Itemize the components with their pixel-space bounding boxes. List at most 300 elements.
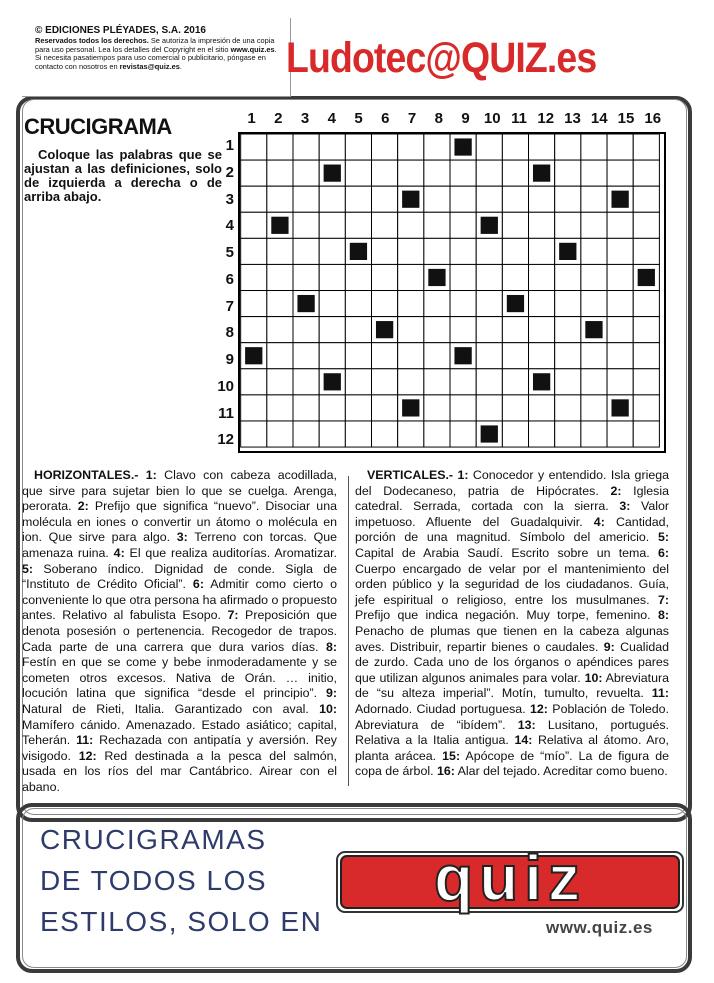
grid-cell[interactable]: [450, 291, 476, 317]
grid-cell[interactable]: [241, 421, 267, 447]
grid-cell[interactable]: [633, 395, 659, 421]
grid-cell[interactable]: [476, 343, 502, 369]
grid-cell[interactable]: [450, 186, 476, 212]
horizontal-clue-text: El que realiza auditorías. Aromatizar.: [124, 545, 337, 560]
horizontal-clue-number: 12:: [78, 748, 97, 763]
grid-cell[interactable]: [555, 212, 581, 238]
grid-cell[interactable]: [633, 134, 659, 160]
vertical-clue-number: 9:: [603, 639, 615, 654]
horizontal-clue-number: 10:: [319, 701, 337, 716]
black-square: [507, 295, 524, 312]
column-number: 2: [274, 110, 283, 127]
grid-cell[interactable]: [529, 134, 555, 160]
grid-cell[interactable]: [345, 212, 371, 238]
horizontal-clue-number: 4:: [113, 545, 125, 560]
grid-cell[interactable]: [581, 291, 607, 317]
copyright-line: © EDICIONES PLÉYADES, S.A. 2016: [35, 25, 206, 36]
grid-cell[interactable]: [633, 343, 659, 369]
black-square: [350, 243, 367, 260]
column-number: 10: [483, 110, 501, 127]
grid-cell[interactable]: [476, 134, 502, 160]
black-square: [611, 191, 628, 208]
grid-cell[interactable]: [476, 160, 502, 186]
grid-cell[interactable]: [555, 134, 581, 160]
grid-cell[interactable]: [555, 343, 581, 369]
column-number: 16: [644, 110, 662, 127]
grid-cell[interactable]: [319, 186, 345, 212]
grid-cell[interactable]: [476, 369, 502, 395]
grid-cell[interactable]: [267, 369, 293, 395]
vertical-clue-number: 2:: [610, 483, 622, 498]
promo-line-2: DE TODOS LOS: [40, 865, 268, 896]
vertical-clue-text: Adornado. Ciudad portuguesa.: [355, 701, 531, 716]
column-number: 11: [511, 110, 527, 127]
grid-cell[interactable]: [372, 291, 398, 317]
black-square: [585, 321, 602, 338]
horizontal-clue-number: 1:: [145, 468, 157, 482]
column-number: 1: [247, 110, 256, 127]
grid-cell[interactable]: [319, 238, 345, 264]
grid-cell[interactable]: [502, 395, 528, 421]
horizontal-clue-text: Festín en que se come y bebe inmoderadamente y se cometen otros excesos. Nativa de Orán. … initio, locución latina que significa “desde el principio”.: [22, 655, 337, 701]
grid-cell[interactable]: [398, 238, 424, 264]
row-number: 7: [225, 297, 234, 315]
grid-cell[interactable]: [319, 264, 345, 290]
vertical-title: VERTICALES.-: [367, 468, 454, 482]
column-number: 5: [354, 110, 363, 127]
grid-cell[interactable]: [345, 291, 371, 317]
grid-cell[interactable]: [267, 291, 293, 317]
grid-cell[interactable]: [607, 343, 633, 369]
grid-cell[interactable]: [293, 134, 319, 160]
grid-cell[interactable]: [555, 395, 581, 421]
grid-cell[interactable]: [398, 343, 424, 369]
vertical-clue-text: Penacho de plumas que tienen en la cabeza algunas aves. Distribuir, repartir bienes o caudales.: [355, 623, 669, 654]
grid-cell[interactable]: [633, 369, 659, 395]
column-number: 3: [300, 110, 310, 127]
black-square: [481, 217, 498, 234]
black-square: [402, 191, 419, 208]
grid-cell[interactable]: [581, 134, 607, 160]
column-number: 8: [434, 110, 443, 127]
quiz-logo: [335, 836, 690, 916]
grid-cell[interactable]: [424, 212, 450, 238]
vertical-clue-text: Lusitano, portugués. Relativa a la Italia antigua.: [355, 717, 669, 748]
grid-cell[interactable]: [372, 395, 398, 421]
grid-cell[interactable]: [424, 186, 450, 212]
grid-cell[interactable]: [345, 421, 371, 447]
column-number: 14: [590, 110, 608, 127]
grid-cell[interactable]: [476, 291, 502, 317]
grid-cell[interactable]: [424, 291, 450, 317]
grid-cell[interactable]: [502, 421, 528, 447]
vertical-clue-text: Capital de Arabia Saudí. Escrito sobre un tema.: [355, 545, 658, 560]
grid-cell[interactable]: [581, 238, 607, 264]
horizontal-clue-text: Soberano índico. Dignidad de conde. Sigla de “Instituto de Crédito Oficial”.: [22, 561, 337, 592]
grid-cell[interactable]: [424, 343, 450, 369]
grid-cell[interactable]: [502, 212, 528, 238]
row-number: 1: [225, 137, 234, 154]
grid-cell[interactable]: [372, 160, 398, 186]
grid-cell[interactable]: [319, 317, 345, 343]
grid-cell[interactable]: [450, 369, 476, 395]
grid-cell[interactable]: [529, 291, 555, 317]
vertical-clue-number: 6:: [657, 545, 669, 560]
vertical-clue-text: Cualidad de zurdo. Cada uno de los órganos o apéndices pares que utilizan algunos animales para volar.: [355, 639, 669, 685]
grid-cell[interactable]: [555, 369, 581, 395]
grid-cell[interactable]: [293, 317, 319, 343]
row-number: 11: [218, 404, 234, 422]
horizontal-clues: [22, 468, 337, 795]
promo-line-1: CRUCIGRAMAS: [40, 824, 267, 855]
vertical-clue-number: 16:: [436, 764, 455, 779]
grid-cell[interactable]: [633, 212, 659, 238]
horizontal-clue-text: Mamífero cánido. Amenazado. Estado asiático; capital, Teherán.: [22, 717, 337, 748]
grid-cell[interactable]: [241, 212, 267, 238]
vertical-clue-number: 8:: [657, 608, 669, 623]
row-number: 8: [225, 324, 234, 342]
rights-bold: Reservados todos los derechos.: [35, 36, 149, 45]
grid-cell[interactable]: [581, 421, 607, 447]
horizontal-clue-number: 2:: [77, 499, 89, 514]
row-number: 3: [225, 190, 234, 208]
grid-cell[interactable]: [581, 264, 607, 290]
grid-cell[interactable]: [633, 160, 659, 186]
grid-cell[interactable]: [633, 317, 659, 343]
vertical-clue-text: Cuerpo encargado de velar por el mantenimiento del orden público y la seguridad de los ciudadanos. Guía, jefe espiritual o religioso, entre los musulmanes.: [355, 561, 669, 607]
grid-cell[interactable]: [241, 369, 267, 395]
grid-cell[interactable]: [581, 186, 607, 212]
grid-cell[interactable]: [555, 264, 581, 290]
grid-cell[interactable]: [267, 186, 293, 212]
horizontal-clue-text: Clavo con cabeza acodillada, que sirve para sujetar bien lo que se cuelga. Arenga, perorata.: [22, 468, 337, 514]
rights-text: Se autoriza la impresión de una copia para uso personal. Lea los detalles del Copyright en el sitio: [35, 36, 275, 54]
grid-cell[interactable]: [555, 317, 581, 343]
vertical-clue-number: 13:: [517, 717, 536, 732]
grid-cell[interactable]: [581, 343, 607, 369]
grid-cell[interactable]: [607, 238, 633, 264]
grid-cell[interactable]: [633, 421, 659, 447]
horizontal-clue-text: Rechazada con antipatía y aversión. Rey visigodo.: [22, 733, 337, 763]
grid-cell[interactable]: [241, 238, 267, 264]
grid-cell[interactable]: [345, 317, 371, 343]
black-square: [638, 269, 655, 286]
grid-cell[interactable]: [607, 369, 633, 395]
grid-cell[interactable]: [345, 343, 371, 369]
black-square: [611, 399, 628, 416]
black-square: [481, 425, 498, 442]
grid-cell[interactable]: [607, 160, 633, 186]
grid-cell[interactable]: [502, 160, 528, 186]
column-number: 7: [407, 110, 417, 127]
vertical-clue-number: 4:: [593, 514, 605, 529]
vertical-clue-number: 10:: [584, 670, 603, 685]
grid-cell[interactable]: [241, 186, 267, 212]
vertical-clue-text: Prefijo que indica negación. Muy torpe, femenino.: [355, 608, 658, 623]
grid-cell[interactable]: [450, 238, 476, 264]
vertical-clue-number: 1:: [457, 468, 469, 482]
column-number: 15: [617, 110, 635, 127]
black-square: [271, 217, 288, 234]
black-square: [245, 347, 262, 364]
grid-cell[interactable]: [267, 317, 293, 343]
grid-cell[interactable]: [293, 212, 319, 238]
crossword-grid: [238, 132, 666, 453]
quiz-logo-text: quiz: [434, 842, 586, 914]
grid-cell[interactable]: [450, 421, 476, 447]
grid-cell[interactable]: [398, 291, 424, 317]
black-square: [428, 269, 445, 286]
vertical-clue-text: Alar del tejado. Acreditar como bueno.: [454, 764, 668, 779]
grid-cell[interactable]: [633, 291, 659, 317]
grid-cell[interactable]: [502, 343, 528, 369]
brand-logo-text: Ludotec@QUIZ.es: [286, 34, 597, 82]
grid-cell[interactable]: [293, 343, 319, 369]
grid-cell[interactable]: [476, 264, 502, 290]
grid-cell[interactable]: [319, 343, 345, 369]
row-number: 4: [225, 217, 234, 235]
grid-cell[interactable]: [293, 395, 319, 421]
row-number: 10: [217, 377, 234, 395]
grid-cell[interactable]: [267, 421, 293, 447]
grid-cell[interactable]: [607, 317, 633, 343]
grid-cell[interactable]: [424, 134, 450, 160]
grid-cell[interactable]: [607, 264, 633, 290]
grid-cell[interactable]: [476, 395, 502, 421]
grid-cell[interactable]: [398, 134, 424, 160]
grid-cell[interactable]: [529, 238, 555, 264]
vertical-clue-number: 3:: [619, 499, 631, 514]
horizontal-clue-number: 11:: [76, 733, 94, 748]
row-number: 5: [225, 244, 234, 261]
grid-cell[interactable]: [398, 421, 424, 447]
grid-cell[interactable]: [241, 264, 267, 290]
grid-cell[interactable]: [450, 264, 476, 290]
horizontal-clue-text: Terreno con torcas. Que amenaza ruina.: [22, 530, 337, 560]
vertical-clue-text: Iglesia catedral. Serrada, cortada con la sierra.: [355, 483, 669, 514]
grid-cell[interactable]: [267, 264, 293, 290]
row-number: 6: [225, 270, 234, 288]
grid-cell[interactable]: [555, 186, 581, 212]
vertical-clue-text: Apócope de “mío”. La de figura de copa de árbol.: [355, 748, 669, 779]
grid-cell[interactable]: [319, 134, 345, 160]
grid-cell[interactable]: [398, 317, 424, 343]
grid-cell[interactable]: [529, 317, 555, 343]
grid-cell[interactable]: [581, 369, 607, 395]
grid-cell[interactable]: [372, 186, 398, 212]
horizontal-clue-number: 7:: [227, 608, 239, 623]
vertical-clue-number: 11:: [651, 686, 669, 701]
grid-cell[interactable]: [529, 343, 555, 369]
grid-cell[interactable]: [293, 186, 319, 212]
grid-cell[interactable]: [424, 160, 450, 186]
grid-cell[interactable]: [450, 395, 476, 421]
black-square: [533, 373, 550, 390]
black-square: [533, 165, 550, 182]
copyright-block: [35, 25, 280, 71]
column-number: 9: [461, 110, 470, 127]
grid-cell[interactable]: [241, 395, 267, 421]
grid-cell[interactable]: [555, 421, 581, 447]
black-square: [376, 321, 393, 338]
row-number: 9: [225, 351, 234, 368]
grid-cell[interactable]: [555, 291, 581, 317]
grid-cell[interactable]: [529, 421, 555, 447]
column-divider: [348, 476, 349, 786]
horizontal-clue-number: 6:: [192, 577, 204, 592]
grid-cell[interactable]: [319, 291, 345, 317]
vertical-clue-text: Relativa al átomo. Aro, planta arácea.: [355, 733, 670, 763]
grid-cell[interactable]: [372, 421, 398, 447]
grid-cell[interactable]: [502, 186, 528, 212]
grid-cell[interactable]: [241, 160, 267, 186]
rights-text-2: . Si necesita pasatiempos para uso comercial o publicitario, póngase en contacto con nosotros en: [35, 44, 277, 71]
rights-end: .: [179, 61, 182, 71]
horizontal-clue-text: Admitir como cierto o conveniente lo que otra persona ha afirmado o propuesto antes. Relativo al fabulista Esopo.: [22, 577, 337, 623]
grid-cell[interactable]: [345, 264, 371, 290]
grid-cell[interactable]: [267, 395, 293, 421]
black-square: [454, 347, 471, 364]
vertical-clue-number: 15:: [442, 748, 461, 763]
grid-cell[interactable]: [241, 291, 267, 317]
grid-cell[interactable]: [398, 212, 424, 238]
grid-cell[interactable]: [293, 238, 319, 264]
promo-text: [40, 819, 322, 942]
grid-cell[interactable]: [424, 317, 450, 343]
grid-cell[interactable]: [398, 160, 424, 186]
grid-cell[interactable]: [345, 369, 371, 395]
grid-cell[interactable]: [502, 264, 528, 290]
grid-cell[interactable]: [424, 395, 450, 421]
grid-cell[interactable]: [529, 212, 555, 238]
grid-cell[interactable]: [319, 421, 345, 447]
grid-cell[interactable]: [450, 160, 476, 186]
grid-cell[interactable]: [372, 369, 398, 395]
grid-cell[interactable]: [502, 238, 528, 264]
grid-cell[interactable]: [241, 317, 267, 343]
grid-cell[interactable]: [502, 317, 528, 343]
grid-cell[interactable]: [267, 238, 293, 264]
grid-cell[interactable]: [502, 134, 528, 160]
grid-cell[interactable]: [372, 134, 398, 160]
column-number: 4: [327, 110, 336, 127]
grid-cell[interactable]: [633, 186, 659, 212]
grid-cell[interactable]: [424, 421, 450, 447]
grid-cell[interactable]: [581, 160, 607, 186]
grid-cell[interactable]: [267, 343, 293, 369]
grid-cell[interactable]: [241, 134, 267, 160]
column-number: 12: [537, 110, 555, 127]
site-link[interactable]: www.quiz.es: [230, 44, 275, 54]
vertical-clue-number: 12:: [530, 701, 548, 716]
grid-cell[interactable]: [607, 421, 633, 447]
grid-cell[interactable]: [293, 264, 319, 290]
vertical-clue-number: 5:: [657, 530, 669, 545]
grid-cell[interactable]: [398, 369, 424, 395]
vertical-clue-number: 7:: [657, 592, 669, 607]
vertical-clue-text: Abreviatura de “su alteza imperial”. Motín, tumulto, revuelta.: [355, 670, 669, 701]
grid-cell[interactable]: [293, 160, 319, 186]
grid-cell[interactable]: [529, 395, 555, 421]
horizontal-clue-text: Prefijo que significa “nuevo”. Disociar una molécula en iones o convertir un átomo o molécula en ion. Que sirve para algo.: [22, 499, 337, 545]
grid-cell[interactable]: [345, 186, 371, 212]
grid-cell[interactable]: [372, 212, 398, 238]
black-square: [454, 138, 471, 155]
grid-cell[interactable]: [293, 421, 319, 447]
vertical-clue-text: Valor impetuoso. Afluente del Guadalquivir.: [355, 499, 669, 529]
black-square: [559, 243, 576, 260]
grid-cell[interactable]: [345, 160, 371, 186]
vertical-clue-text: Cantidad, porción de una magnitud. Símbolo del americio.: [355, 514, 670, 545]
grid-cell[interactable]: [607, 291, 633, 317]
black-square: [297, 295, 314, 312]
grid-cell[interactable]: [502, 369, 528, 395]
vertical-clue-text: Población de Toledo. Abreviatura de “ibídem”.: [355, 701, 669, 732]
black-square: [324, 165, 341, 182]
grid-cell[interactable]: [450, 212, 476, 238]
promo-url[interactable]: www.quiz.es: [546, 918, 653, 937]
horizontal-title: HORIZONTALES.-: [34, 468, 139, 482]
horizontal-clue-text: Preposición que denota posesión o pertenencia. Recogedor de trapos. Cada parte de una carrera que dura varios días.: [22, 608, 337, 654]
horizontal-clue-number: 3:: [176, 530, 188, 545]
grid-cell[interactable]: [267, 160, 293, 186]
email-link[interactable]: revistas@quiz.es: [119, 61, 180, 71]
grid-cell[interactable]: [267, 134, 293, 160]
grid-cell[interactable]: [581, 395, 607, 421]
promo-line-3: ESTILOS, SOLO EN: [40, 906, 323, 937]
grid-cell[interactable]: [607, 212, 633, 238]
grid-cell[interactable]: [424, 369, 450, 395]
row-number: 12: [217, 431, 234, 449]
grid-cell[interactable]: [555, 160, 581, 186]
horizontal-clue-number: 8:: [325, 639, 337, 654]
horizontal-clue-text: Red destinada a la pesca del salmón, usada en los ríos del mar Cantábrico. Airear con el abano.: [22, 748, 337, 794]
horizontal-clue-number: 5:: [22, 561, 34, 576]
vertical-clues: [355, 468, 669, 780]
grid-cell[interactable]: [633, 238, 659, 264]
grid-cell[interactable]: [372, 238, 398, 264]
grid-cell[interactable]: [345, 395, 371, 421]
row-number: 2: [225, 163, 234, 181]
vertical-clue-number: 14:: [514, 733, 533, 748]
grid-cell[interactable]: [607, 134, 633, 160]
grid-cell[interactable]: [424, 238, 450, 264]
grid-cell[interactable]: [293, 369, 319, 395]
grid-cell[interactable]: [372, 264, 398, 290]
grid-cell[interactable]: [372, 343, 398, 369]
grid-cell[interactable]: [476, 186, 502, 212]
grid-cell[interactable]: [476, 238, 502, 264]
grid-cell[interactable]: [450, 317, 476, 343]
horizontal-clue-number: 9:: [325, 686, 337, 701]
grid-cell[interactable]: [398, 264, 424, 290]
grid-cell[interactable]: [345, 134, 371, 160]
black-square: [402, 399, 419, 416]
grid-cell[interactable]: [319, 395, 345, 421]
puzzle-instructions: Coloque las palabras que se ajustan a las definiciones, solo de izquierda a derecha o de arriba abajo.: [24, 147, 222, 204]
grid-cell[interactable]: [476, 317, 502, 343]
horizontal-clue-text: Natural de Rieti, Italia. Garantizado con aval.: [22, 701, 320, 716]
black-square: [324, 373, 341, 390]
grid-cell[interactable]: [529, 264, 555, 290]
column-number: 6: [381, 110, 390, 127]
grid-cell[interactable]: [581, 212, 607, 238]
vertical-clue-text: Conocedor y entendido. Isla griega del Dodecaneso, patria de Hipócrates.: [355, 468, 669, 498]
grid-cell[interactable]: [529, 186, 555, 212]
puzzle-title: CRUCIGRAMA: [24, 114, 172, 139]
grid-cell[interactable]: [319, 212, 345, 238]
column-number: 13: [564, 110, 581, 127]
